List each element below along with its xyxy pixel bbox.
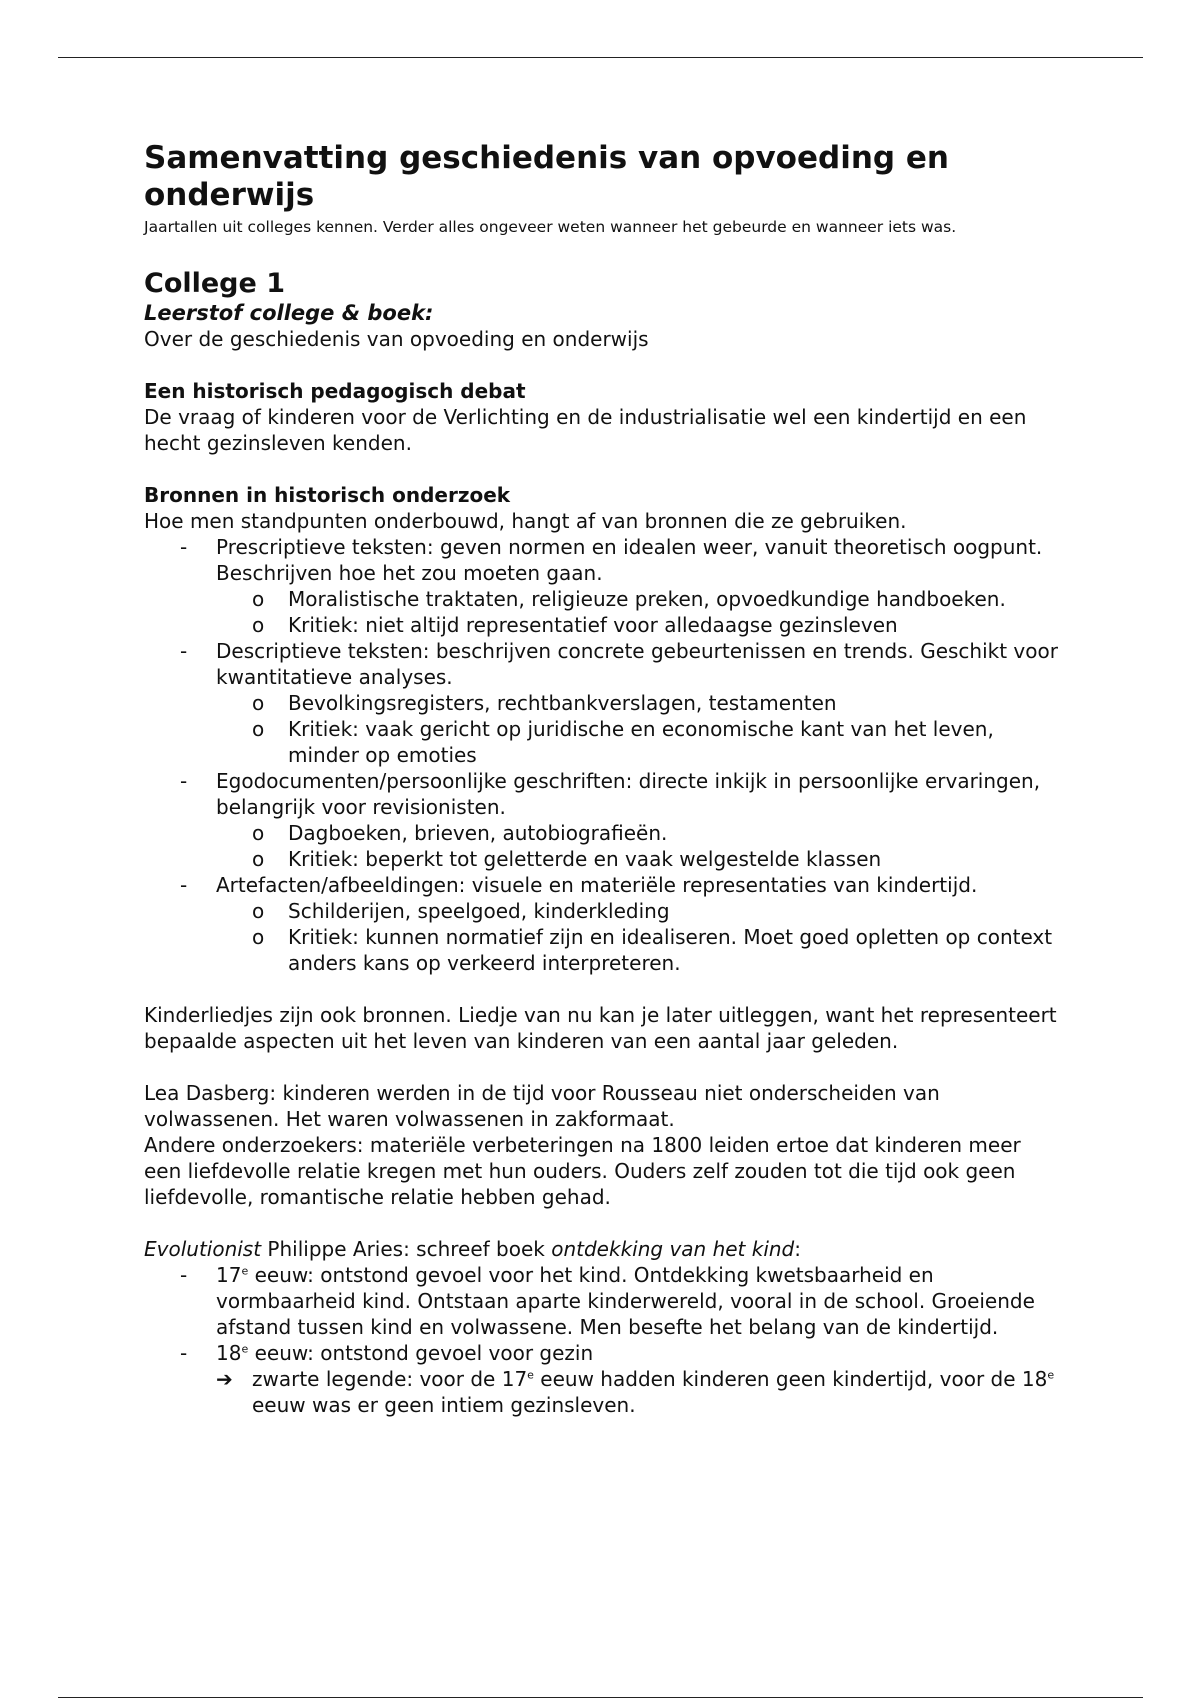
list-item: o Bevolkingsregisters, rechtbankverslagen, testamenten — [216, 690, 1064, 716]
list-item: o Kritiek: kunnen normatief zijn en idealiseren. Moet goed opletten op context anders kans op verkeerd interpreteren. — [216, 924, 1064, 976]
aries-paragraph: Evolutionist Philippe Aries: schreef boek ontdekking van het kind: — [144, 1237, 802, 1261]
list-item: - 18e eeuw: ontstond gevoel voor gezin — [144, 1340, 1064, 1366]
bronnen-heading: Bronnen in historisch onderzoek — [144, 483, 511, 507]
footer-rule — [58, 1697, 1143, 1698]
debat-text: De vraag of kinderen voor de Verlichting en de industrialisatie wel een kindertijd en een hecht gezinsleven kenden. — [144, 405, 1027, 455]
list-item: - Prescriptieve teksten: geven normen en idealen weer, vanuit theoretisch oogpunt. Beschrijven hoe het zou moeten gaan. o Moralistische traktaten, religieuze preken, opvoedkundige handboeken. o Kritiek: niet altijd representatief voor alledaagse gezinsleven — [144, 534, 1064, 638]
dasberg-paragraph: Lea Dasberg: kinderen werden in de tijd voor Rousseau niet onderscheiden van volwassenen. Het waren volwassenen in zakformaat. — [144, 1081, 940, 1131]
list-item: o Schilderijen, speelgoed, kinderkleding — [216, 898, 1064, 924]
list-item: - Descriptieve teksten: beschrijven concrete gebeurtenissen en trends. Geschikt voor kwantitatieve analyses. o Bevolkingsregisters, rechtbankverslagen, testamenten o Kritiek: vaak gericht op juridische en economische kant van het leven, minder op emoties — [144, 638, 1064, 768]
college-subtitle: Over de geschiedenis van opvoeding en onderwijs — [144, 327, 649, 351]
list-item: o Kritiek: niet altijd representatief voor alledaagse gezinsleven — [216, 612, 1064, 638]
aries-list — [144, 1262, 1064, 1366]
list-item: o Moralistische traktaten, religieuze preken, opvoedkundige handboeken. — [216, 586, 1064, 612]
list-item: o Kritiek: beperkt tot geletterde en vaak welgestelde klassen — [216, 846, 1064, 872]
debat-heading: Een historisch pedagogisch debat — [144, 379, 526, 403]
andere-paragraph: Andere onderzoekers: materiële verbeteringen na 1800 leiden ertoe dat kinderen meer een liefdevolle relatie kregen met hun ouders. Ouders zelf zouden tot die tijd ook geen liefdevolle, romantische relatie hebben gehad. — [144, 1133, 1021, 1209]
college-subheading: Leerstof college & boek: — [144, 301, 434, 325]
arrow-right-icon: ➔ — [216, 1367, 233, 1391]
document-title: Samenvatting geschiedenis van opvoeding en onderwijs — [144, 140, 949, 213]
document-body — [144, 140, 1064, 1418]
zwarte-legende: ➔ zwarte legende: voor de 17e eeuw hadden kinderen geen kindertijd, voor de 18e eeuw was er geen intiem gezinsleven. — [216, 1367, 1055, 1417]
header-rule — [58, 57, 1143, 58]
list-item: o Kritiek: vaak gericht op juridische en economische kant van het leven, minder op emoties — [216, 716, 1064, 768]
kinderliedjes-paragraph: Kinderliedjes zijn ook bronnen. Liedje van nu kan je later uitleggen, want het representeert bepaalde aspecten uit het leven van kinderen van een aantal jaar geleden. — [144, 1003, 1057, 1053]
bronnen-list — [144, 534, 1064, 976]
intro-note: Jaartallen uit colleges kennen. Verder alles ongeveer weten wanneer het gebeurde en wanneer iets was. — [144, 218, 957, 236]
list-item: - Artefacten/afbeeldingen: visuele en materiële representaties van kindertijd. o Schilderijen, speelgoed, kinderkleding o Kritiek: kunnen normatief zijn en idealiseren. Moet goed opletten op context anders kans op verkeerd interpreteren. — [144, 872, 1064, 976]
list-item: o Dagboeken, brieven, autobiografieën. — [216, 820, 1064, 846]
list-item: - 17e eeuw: ontstond gevoel voor het kind. Ontdekking kwetsbaarheid en vormbaarheid kind. Ontstaan aparte kinderwereld, vooral in de school. Groeiende afstand tussen kind en volwassene. Men besefte het belang van de kindertijd. — [144, 1262, 1064, 1340]
bronnen-intro: Hoe men standpunten onderbouwd, hangt af van bronnen die ze gebruiken. — [144, 509, 907, 533]
list-item: - Egodocumenten/persoonlijke geschriften: directe inkijk in persoonlijke ervaringen, belangrijk voor revisionisten. o Dagboeken, brieven, autobiografieën. o Kritiek: beperkt tot geletterde en vaak welgestelde klassen — [144, 768, 1064, 872]
college-heading: College 1 — [144, 268, 286, 299]
